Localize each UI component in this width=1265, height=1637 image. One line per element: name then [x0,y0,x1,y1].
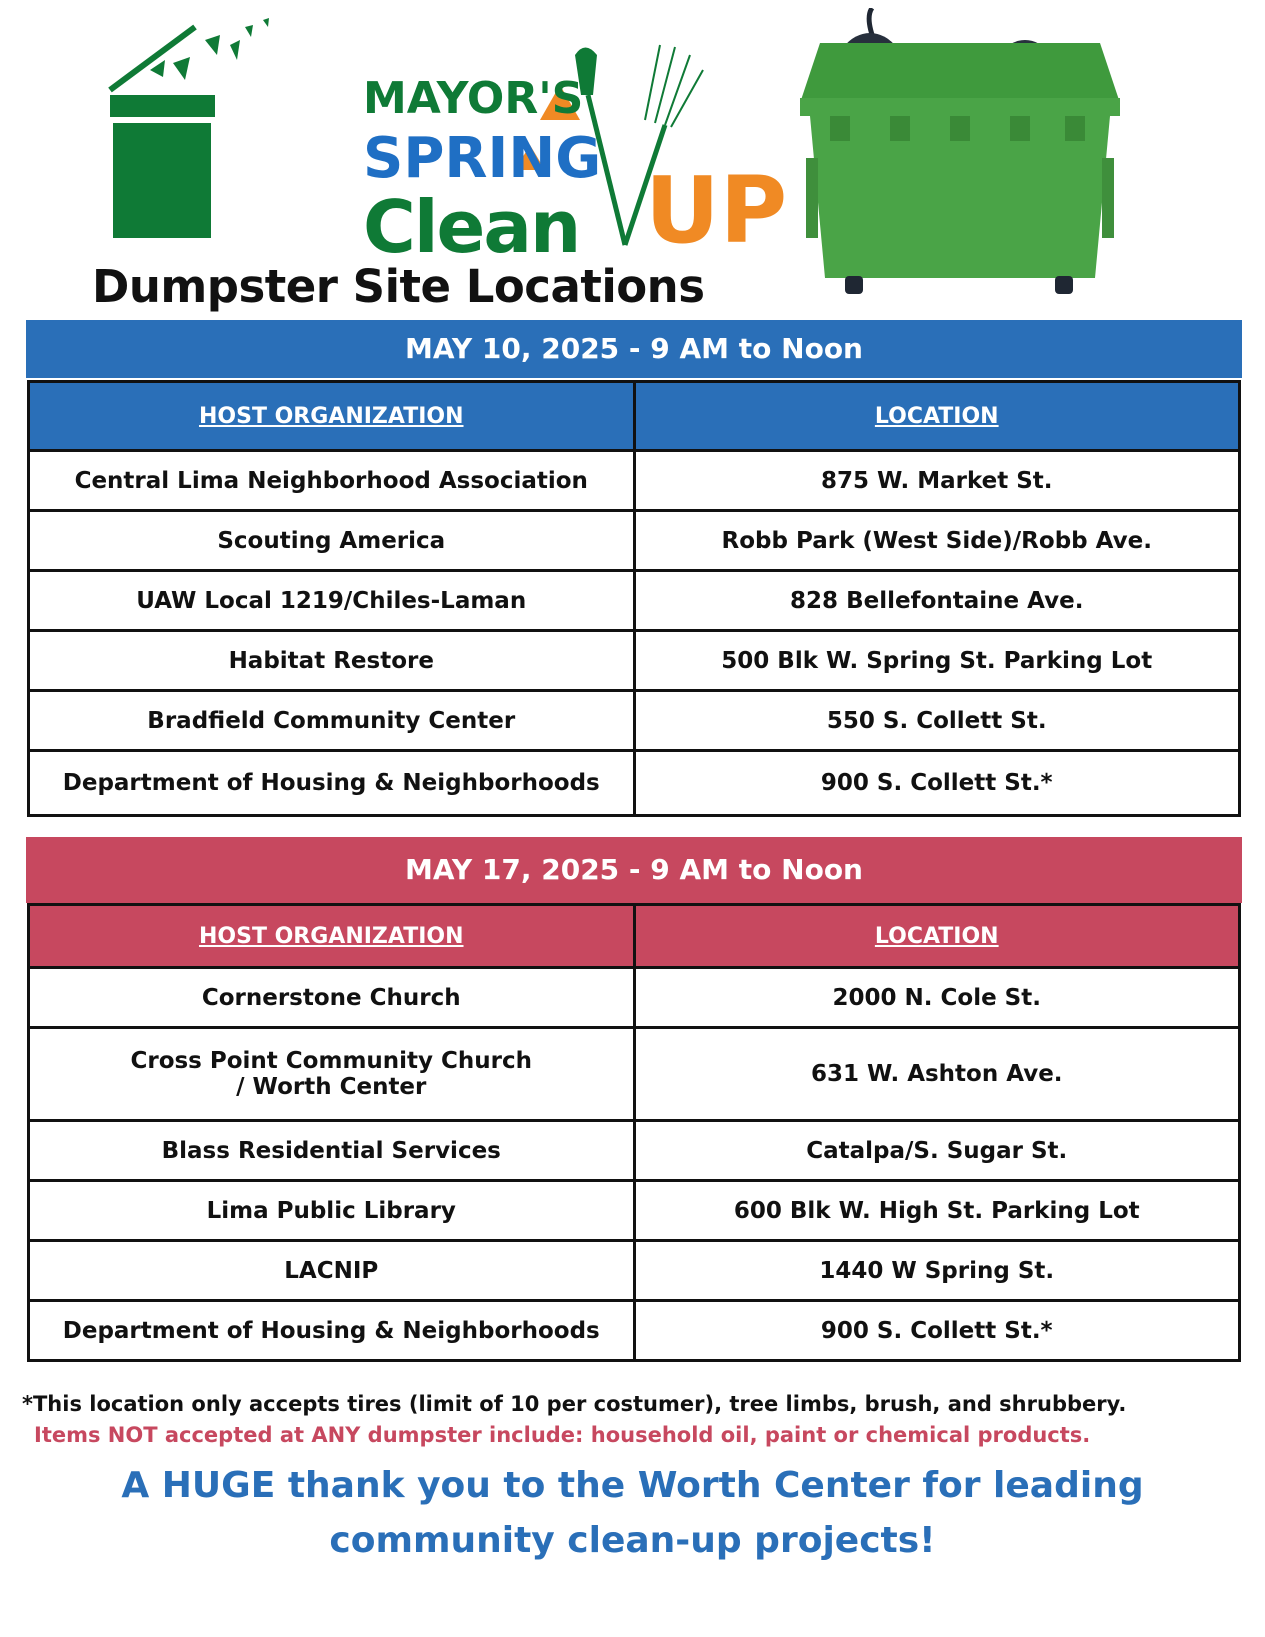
table-row [29,1241,1240,1301]
host-cell: Scouting America [29,511,635,571]
table-row [29,1121,1240,1181]
dumpster-icon [800,8,1145,308]
event-1-table [27,380,1241,817]
event-2-date-banner: MAY 17, 2025 - 9 AM to Noon [26,837,1242,903]
location-cell: 550 S. Collett St. [634,691,1240,751]
column-header-host: HOST ORGANIZATION [29,382,635,451]
location-cell: 500 Blk W. Spring St. Parking Lot [634,631,1240,691]
table-header-row [29,905,1240,968]
table-row [29,1181,1240,1241]
table-header-row [29,382,1240,451]
host-cell: Lima Public Library [29,1181,635,1241]
table-row [29,691,1240,751]
location-cell: 2000 N. Cole St. [634,968,1240,1028]
column-header-location: LOCATION [634,905,1240,968]
host-line-2: / Worth Center [236,1074,427,1100]
table-row [29,571,1240,631]
spring-cleanup-logo [105,15,788,269]
page-title: Dumpster Site Locations [92,260,705,313]
host-cell: Blass Residential Services [29,1121,635,1181]
location-cell: 900 S. Collett St.* [634,751,1240,816]
location-cell: 631 W. Ashton Ave. [634,1028,1240,1121]
table-row [29,511,1240,571]
thanks-line-1: A HUGE thank you to the Worth Center for leading [121,1465,1144,1506]
table-row [29,751,1240,816]
thanks-line-2: community clean-up projects! [329,1520,936,1561]
table-row [29,631,1240,691]
logo-up: UP [645,157,788,264]
table-row [29,1301,1240,1361]
logo-mayors: MAYOR'S [363,73,584,124]
host-cell: Bradfield Community Center [29,691,635,751]
host-cell [29,1028,635,1121]
event-1-date-banner: MAY 10, 2025 - 9 AM to Noon [26,320,1242,378]
location-cell: 900 S. Collett St.* [634,1301,1240,1361]
column-header-host: HOST ORGANIZATION [29,905,635,968]
not-accepted-warning: Items NOT accepted at ANY dumpster include: household oil, paint or chemical products. [34,1423,1091,1447]
thank-you-message [0,1458,1265,1568]
host-cell: Department of Housing & Neighborhoods [29,751,635,816]
location-cell: 875 W. Market St. [634,451,1240,511]
table-row [29,451,1240,511]
host-cell: Habitat Restore [29,631,635,691]
logo-clean: Clean [363,185,580,269]
host-cell: Cornerstone Church [29,968,635,1028]
table-row [29,1028,1240,1121]
location-cell: Robb Park (West Side)/Robb Ave. [634,511,1240,571]
host-cell: UAW Local 1219/Chiles-Laman [29,571,635,631]
table-row [29,968,1240,1028]
event-2-table [27,903,1241,1362]
host-cell: LACNIP [29,1241,635,1301]
location-cell: 828 Bellefontaine Ave. [634,571,1240,631]
column-header-location: LOCATION [634,382,1240,451]
location-cell: 600 Blk W. High St. Parking Lot [634,1181,1240,1241]
footnote: *This location only accepts tires (limit of 10 per costumer), tree limbs, brush, and shrubbery. [22,1392,1127,1416]
location-cell: 1440 W Spring St. [634,1241,1240,1301]
host-line-1: Cross Point Community Church [130,1048,533,1074]
host-cell: Central Lima Neighborhood Association [29,451,635,511]
logo-spring: SPRING [363,126,602,191]
location-cell: Catalpa/S. Sugar St. [634,1121,1240,1181]
host-cell: Department of Housing & Neighborhoods [29,1301,635,1361]
